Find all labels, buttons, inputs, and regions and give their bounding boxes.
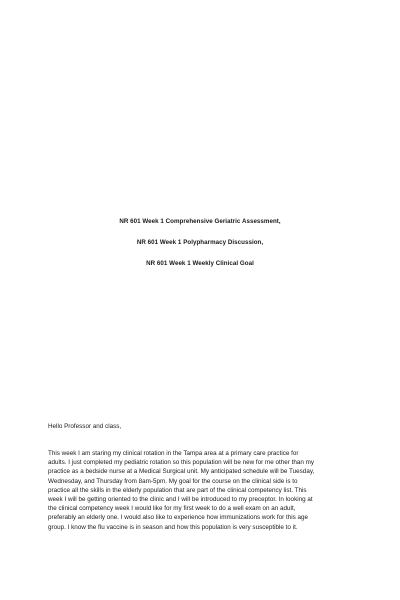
- title-block: [0, 218, 400, 281]
- title-line-3: NR 601 Week 1 Weekly Clinical Goal: [146, 260, 254, 267]
- title-line-1: NR 601 Week 1 Comprehensive Geriatric Assessment,: [119, 218, 281, 225]
- body-line-3: practice as a bedside nurse at a Medical Surgical unit. My anticipated schedule will be Tuesday,: [48, 468, 315, 476]
- body-line-5: practice all the skills in the elderly population that are part of the clinical competency list. This: [48, 486, 307, 494]
- body-paragraph: [48, 449, 370, 532]
- body-line-8: preferably an elderly one. I would also like to experience how immunizations work for this age: [48, 514, 309, 522]
- title-line-2: NR 601 Week 1 Polypharmacy Discussion,: [136, 239, 264, 246]
- body-line-1: This week I am staring my clinical rotation in the Tampa area at a primary care practice for: [48, 450, 299, 457]
- greeting: Hello Professor and class,: [48, 423, 122, 430]
- body-line-2: adults. I just completed my pediatric rotation so this population will be new for me other than my: [48, 459, 315, 467]
- body-line-4: Wednesday, and Thursday from 8am-5pm. My goal for the course on the clinical side is to: [48, 477, 298, 485]
- body-line-6: week I will be getting oriented to the clinic and I will be introduced to my preceptor. In looking at: [48, 496, 313, 504]
- body-line-7: the clinical competency week I would like for my first week to do a well exam on an adult,: [48, 505, 296, 513]
- body-line-9: group. I know the flu vaccine is in season and how this population is very susceptible to it.: [48, 523, 298, 531]
